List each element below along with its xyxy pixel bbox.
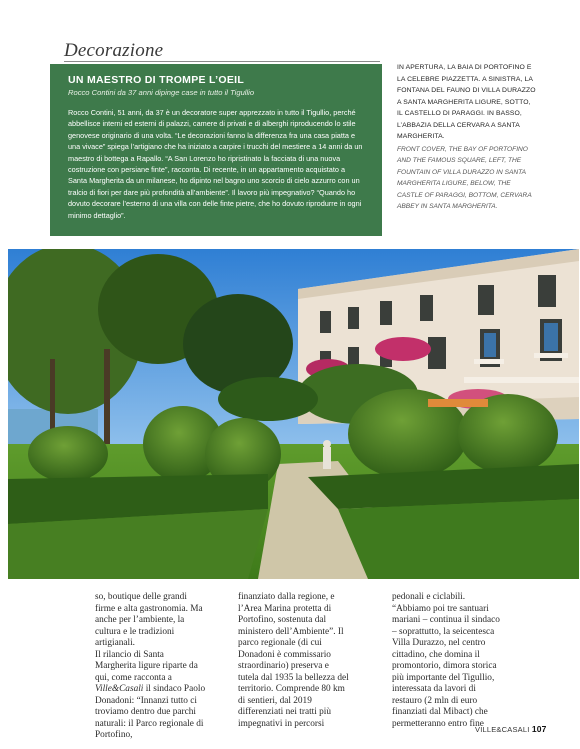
box-body: Rocco Contini, 51 anni, da 37 è un decoratore super apprezzato in tutto il Tigullio, perché abbellisce interni ed esterni di palazzi, camere di privati e di alberghi riproducendo lo stile genovese originario di una volta. “Le decorazioni fanno la differenza fra una casa piatta e una vivace” spiega l’artigiano che ha iniziato a carpire i trucchi del mestiere a 14 anni da un maestro di bottega a Rapallo. “A San Lorenzo ho ripristinato la facciata di una nuova costruzione con persiane finte”, racconta. Di recente, in un appartamento acquistato a Santa Margherita da un milanese, ho dipinto nel bagno uno scorcio di cielo azzurro con un tralcio di fiori per dare più profondità all’ambiente”. Il lavoro più impegnativo? “Quando ho dovuto decorare l’esterno di una villa con delle finte pietre, che ho dovuto riprodurre in ogni minimo dettaglio”. [68,108,363,220]
magazine-name: Ville&Casali [95,684,144,694]
footer-magazine: VILLE&CASALI [475,725,530,734]
caption-italian: IN APERTURA, LA BAIA DI PORTOFINO E LA CELEBRE PIAZZETTA. A SINISTRA, LA FONTANA DEL FAUNO DI VILLA DURAZZO A SANTA MARGHERITA LIGURE, SOTTO, IL CASTELLO DI PARAGGI. IN BASSO, L’ABBAZIA DELLA CERVARA A SANTA MARGHERITA. [397,64,536,140]
section-title: Decorazione [64,40,164,61]
article-paragraph [95,650,207,742]
article-column-2 [238,592,350,730]
page-footer [475,724,547,734]
title-rule [64,61,380,62]
article-paragraph: so, boutique delle grandi firme e alta gastronomia. Ma anche per l’ambiente, la cultura e le tradizioni artigianali. [95,592,203,648]
garden-villa-photo [8,249,579,579]
box-headline: UN MAESTRO DI TROMPE L’OEIL [68,74,245,86]
sidebar-box [50,64,382,236]
caption-english: FRONT COVER, THE BAY OF PORTOFINO AND THE FAMOUS SQUARE, LEFT, THE FOUNTAIN OF VILLA DURAZZO IN SANTA MARGHERITA LIGURE, BELOW, THE CASTLE OF PARAGGI, BOTTOM, CERVARA ABBEY IN SANTA MARGHERITA. [397,145,532,210]
article-text: Il rilancio di Santa Margherita ligure riparte da qui, come racconta a [95,649,198,683]
box-subtitle: Rocco Contini da 37 anni dipinge case in tutto il Tigullio [68,88,255,97]
photo-caption [397,62,537,213]
article-text: il sindaco Paolo Donadoni: “Innanzi tutto ci troviamo dentro due parchi naturali: il Parco regionale di Portofino, [95,684,206,740]
article-column-3 [392,592,504,730]
article-column-1 [95,592,207,742]
article-paragraph: pedonali e ciclabili. “Abbiamo poi tre santuari mariani – continua il sindaco – soprattutto, la seicentesca Villa Durazzo, nel centro cittadino, che domina il promontorio, dimora storica più importante del Tigullio, interessata da lavori di restauro (2 mln di euro finanziati dal Mibact) che permetteranno entro fine [392,592,500,729]
article-paragraph: finanziato dalla regione, e l’Area Marina protetta di Portofino, sostenuta dal ministero dell’Ambiente”. Il parco regionale (di cui Donadoni è commissario straordinario) preserva e tutela dal 1935 la bellezza del territorio. Comprende 80 km di sentieri, dal 2019 differenziati nei tratti più impegnativi in percorsi [238,592,349,729]
page-number: 107 [531,724,547,734]
